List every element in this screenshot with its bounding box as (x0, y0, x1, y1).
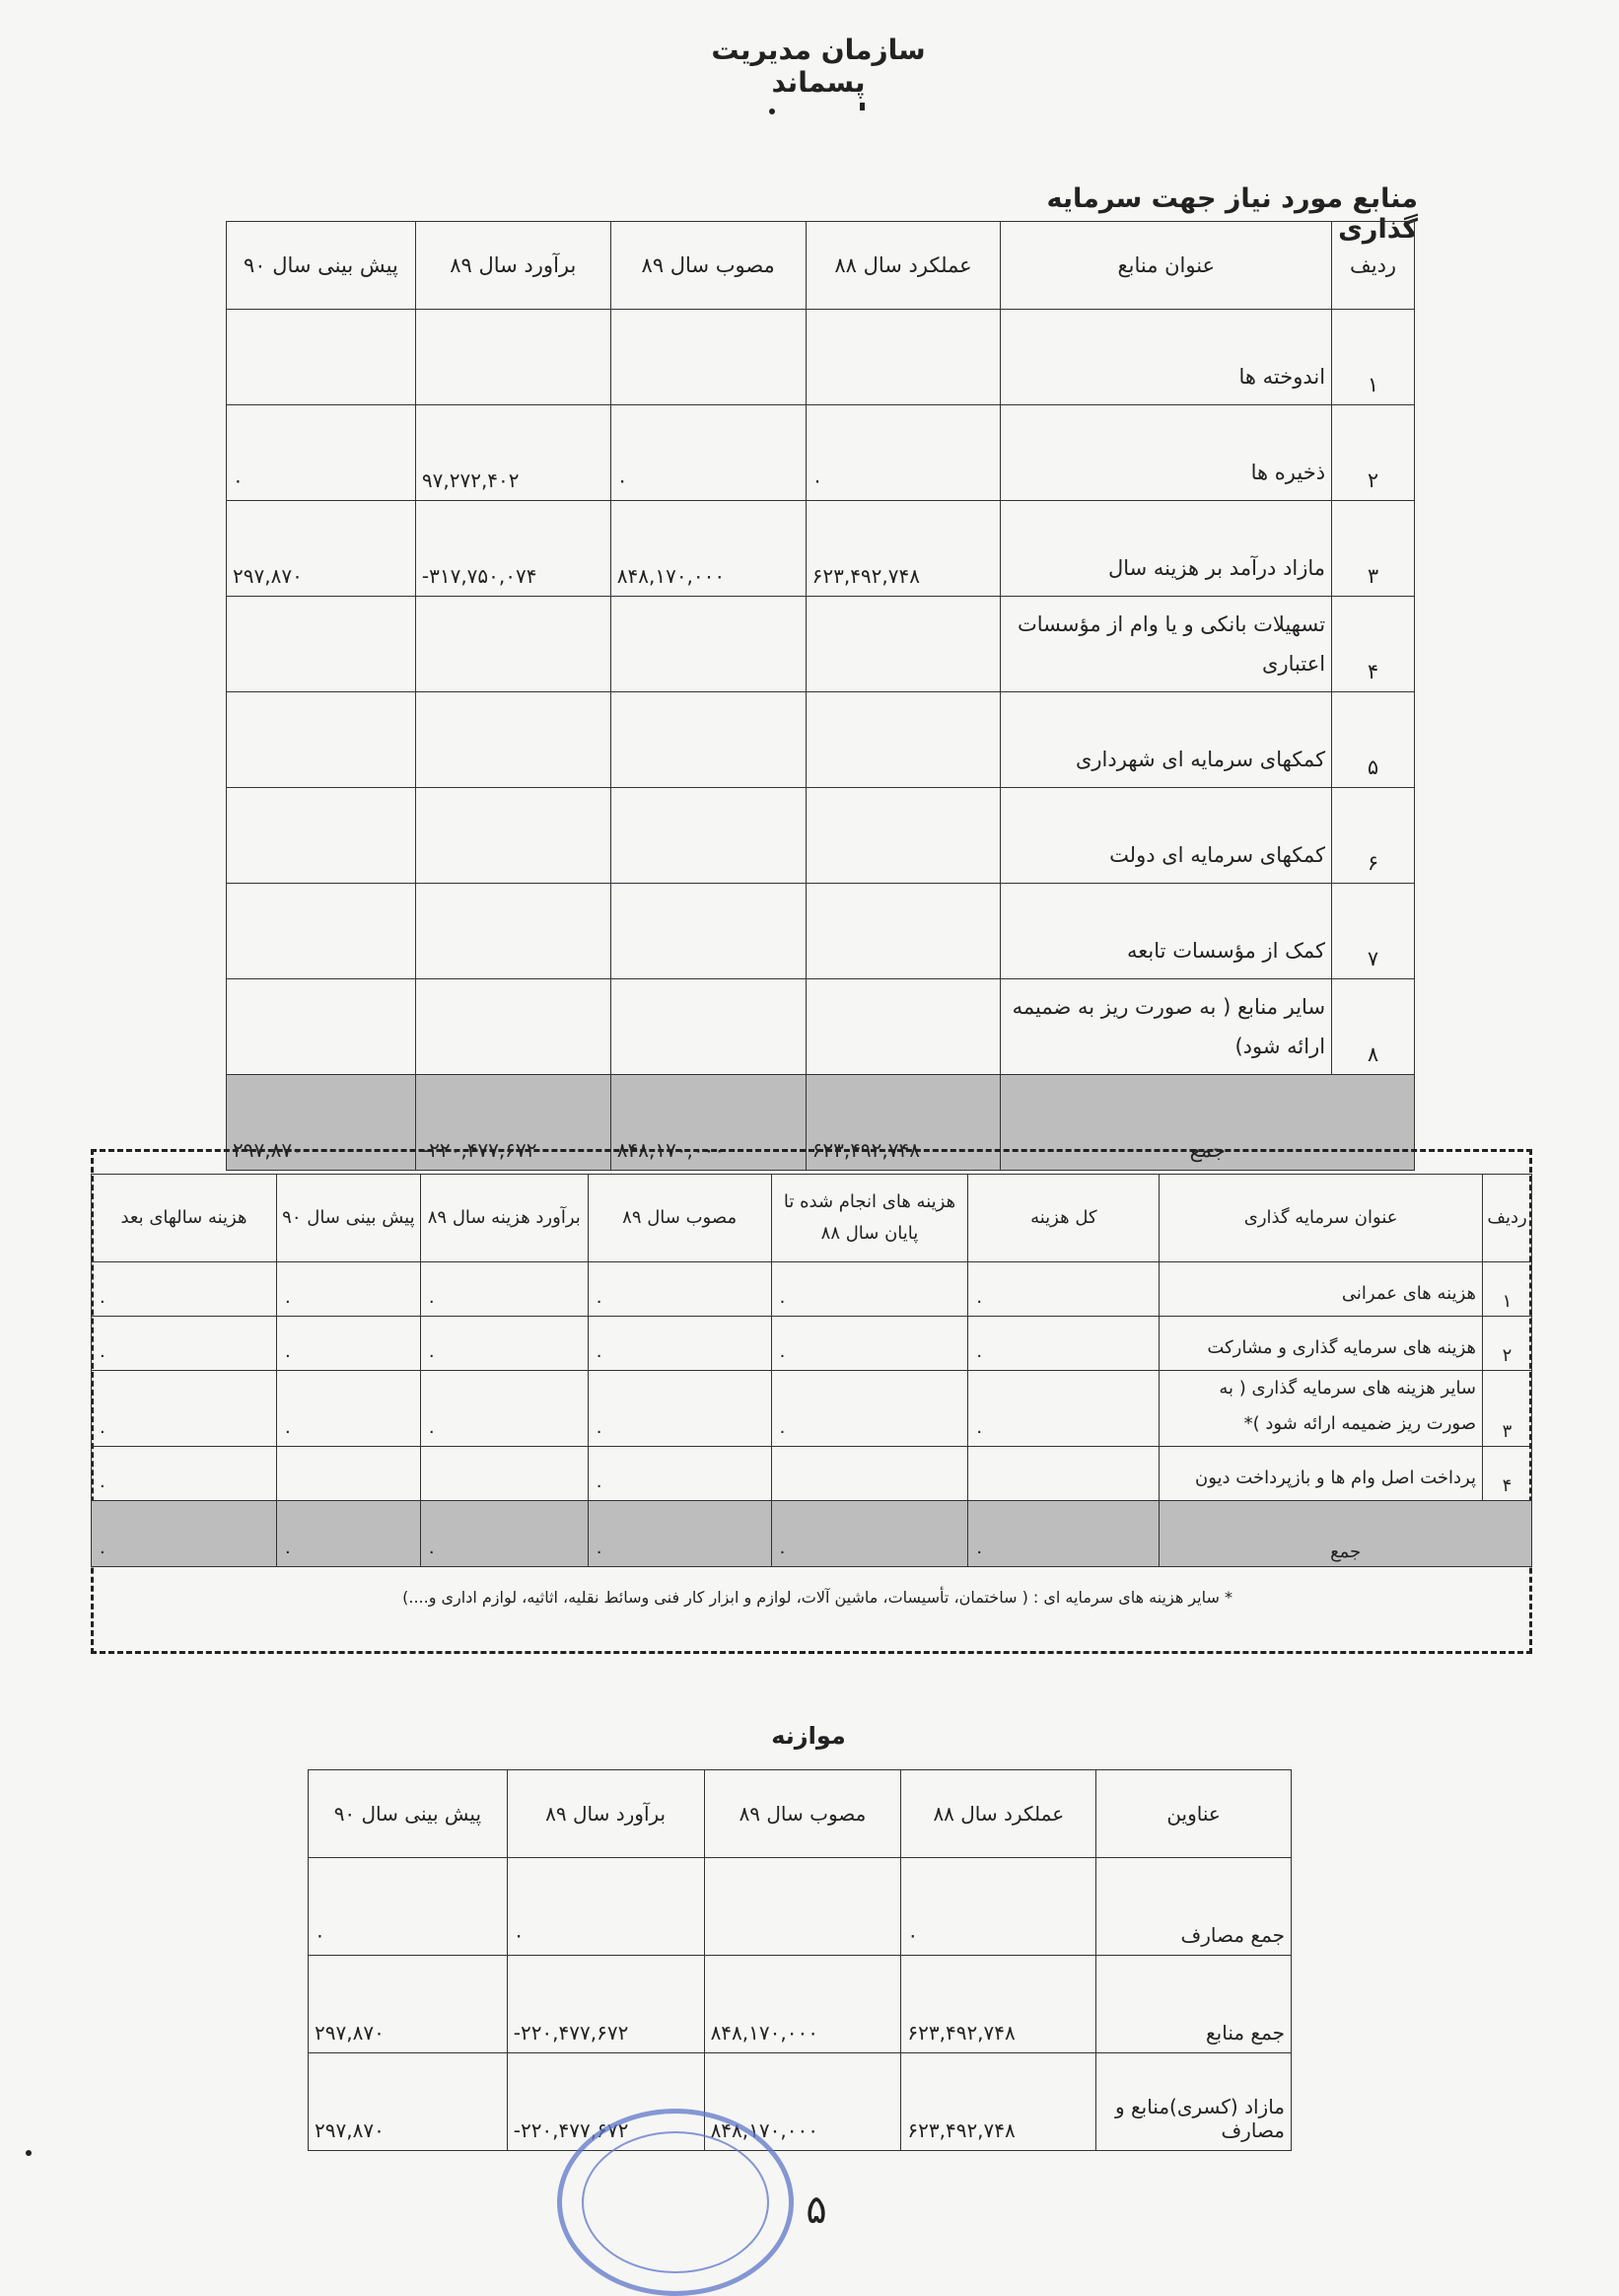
total-value: -۲۲۰,۴۷۷,۶۷۲ (415, 1075, 610, 1171)
header-titles: عناوین (1096, 1770, 1292, 1858)
cell-value (806, 884, 1001, 979)
header-approved-89: مصوب سال ۸۹ (704, 1770, 901, 1858)
cell-value: ۲۹۷,۸۷۰ (309, 1956, 508, 2053)
cell-value (968, 1447, 1160, 1501)
table-row (227, 597, 1415, 692)
cell-value: ۰ (588, 1317, 771, 1371)
cell-value: ۰ (420, 1371, 588, 1447)
cell-value: ۰ (276, 1262, 420, 1317)
cell-value: -۲۲۰,۴۷۷,۶۷۲ (507, 2053, 704, 2151)
table-row (309, 1956, 1292, 2053)
cell-value: ۰ (771, 1317, 968, 1371)
cell-value (415, 692, 610, 788)
row-title: کمک از مؤسسات تابعه (1001, 884, 1332, 979)
table-row (227, 501, 1415, 597)
row-number: ۱ (1332, 310, 1415, 405)
row-number: ۴ (1332, 597, 1415, 692)
row-title: جمع مصارف (1096, 1858, 1292, 1956)
header-approved-89: مصوب سال ۸۹ (610, 222, 806, 310)
row-number: ۲ (1332, 405, 1415, 501)
page-number: ۵ (806, 2188, 827, 2233)
sources-title: منابع مورد نیاز جهت سرمایه گذاری (1046, 183, 1418, 245)
row-title: هزینه های عمرانی (1160, 1262, 1483, 1317)
cell-value: ۰ (806, 405, 1001, 501)
total-label: جمع (1001, 1075, 1415, 1171)
row-title: اندوخته ها (1001, 310, 1332, 405)
cell-value (227, 788, 416, 884)
cell-value: ۰ (92, 1262, 277, 1317)
cell-value (415, 979, 610, 1075)
total-row (92, 1501, 1532, 1567)
investment-table (91, 1174, 1532, 1567)
total-value: ۸۴۸,۱۷۰,۰۰۰ (610, 1075, 806, 1171)
header-actual-88: عملکرد سال ۸۸ (806, 222, 1001, 310)
cell-value (806, 597, 1001, 692)
header-radif: ردیف (1483, 1175, 1532, 1262)
cell-value: ۰ (901, 1858, 1096, 1956)
total-value: ۰ (771, 1501, 968, 1567)
table-row (227, 405, 1415, 501)
cell-value (415, 884, 610, 979)
cell-value: ۸۴۸,۱۷۰,۰۰۰ (704, 1956, 901, 2053)
table-row (309, 1858, 1292, 1956)
cell-value (610, 979, 806, 1075)
cell-value (610, 692, 806, 788)
row-title: هزینه های سرمایه گذاری و مشارکت (1160, 1317, 1483, 1371)
total-value: ۰ (968, 1501, 1160, 1567)
row-number: ۸ (1332, 979, 1415, 1075)
cell-value (610, 884, 806, 979)
table-header-row (227, 222, 1415, 310)
cell-value: ۰ (276, 1317, 420, 1371)
cell-value: ۹۷,۲۷۲,۴۰۲ (415, 405, 610, 501)
header-total-cost: کل هزینه (968, 1175, 1160, 1262)
cell-value: ۰ (309, 1858, 508, 1956)
row-number: ۳ (1332, 501, 1415, 597)
table-row (92, 1317, 1532, 1371)
table-header-row (309, 1770, 1292, 1858)
cell-value: ۲۹۷,۸۷۰ (309, 2053, 508, 2151)
total-value: ۰ (92, 1501, 277, 1567)
row-title: مازاد (کسری)منابع و مصارف (1096, 2053, 1292, 2151)
cell-value: -۳۱۷,۷۵۰,۰۷۴ (415, 501, 610, 597)
cell-value: ۸۴۸,۱۷۰,۰۰۰ (610, 501, 806, 597)
cell-value: ۰ (227, 405, 416, 501)
cell-value (276, 1447, 420, 1501)
cell-value: ۰ (610, 405, 806, 501)
header-forecast-90: پیش بینی سال ۹۰ (227, 222, 416, 310)
row-number: ۱ (1483, 1262, 1532, 1317)
cell-value: ۰ (588, 1371, 771, 1447)
row-title: کمکهای سرمایه ای شهرداری (1001, 692, 1332, 788)
cell-value (610, 788, 806, 884)
row-number: ۳ (1483, 1371, 1532, 1447)
cell-value: ۶۲۳,۴۹۲,۷۴۸ (901, 2053, 1096, 2151)
row-number: ۲ (1483, 1317, 1532, 1371)
cell-value: ۲۹۷,۸۷۰ (227, 501, 416, 597)
cell-value (227, 310, 416, 405)
cell-value: ۶۲۳,۴۹۲,۷۴۸ (806, 501, 1001, 597)
org-title: سازمان مدیریت پسماند (711, 34, 926, 99)
cell-value (227, 884, 416, 979)
header-actual-88: عملکرد سال ۸۸ (901, 1770, 1096, 1858)
row-title: تسهیلات بانکی و یا وام از مؤسسات اعتباری (1001, 597, 1332, 692)
dot-mark (860, 103, 865, 110)
header-later-years: هزینه سالهای بعد (92, 1175, 277, 1262)
header-forecast-90: پیش بینی سال ۹۰ (309, 1770, 508, 1858)
cell-value (806, 692, 1001, 788)
cell-value: ۰ (771, 1262, 968, 1317)
cell-value: ۰ (92, 1371, 277, 1447)
header-estimate-89: برآورد سال ۸۹ (415, 222, 610, 310)
cell-value: ۶۲۳,۴۹۲,۷۴۸ (901, 1956, 1096, 2053)
header-estimate-89: برآورد هزینه سال ۸۹ (420, 1175, 588, 1262)
cell-value: ۰ (420, 1317, 588, 1371)
cell-value (610, 310, 806, 405)
table-row (227, 884, 1415, 979)
table-row (309, 2053, 1292, 2151)
cell-value (806, 979, 1001, 1075)
row-title: سایر منابع ( به صورت ریز به ضمیمه ارائه شود) (1001, 979, 1332, 1075)
cell-value (227, 692, 416, 788)
cell-value (806, 310, 1001, 405)
cell-value: ۰ (420, 1262, 588, 1317)
row-title: مازاد درآمد بر هزینه سال (1001, 501, 1332, 597)
cell-value (415, 788, 610, 884)
table-row (92, 1262, 1532, 1317)
cell-value (227, 597, 416, 692)
row-number: ۴ (1483, 1447, 1532, 1501)
cell-value (771, 1447, 968, 1501)
cell-value: ۰ (968, 1317, 1160, 1371)
total-value: ۰ (588, 1501, 771, 1567)
total-label: جمع (1160, 1501, 1532, 1567)
official-stamp (557, 2109, 794, 2296)
cell-value: ۰ (276, 1371, 420, 1447)
cell-value: ۰ (92, 1317, 277, 1371)
cell-value (415, 597, 610, 692)
cell-value: -۲۲۰,۴۷۷,۶۷۲ (507, 1956, 704, 2053)
row-title: سایر هزینه های سرمایه گذاری ( به صورت ریز ضمیمه ارائه شود )* (1160, 1371, 1483, 1447)
dot-mark (769, 108, 775, 114)
cell-value: ۸۴۸,۱۷۰,۰۰۰ (704, 2053, 901, 2151)
header-estimate-89: برآورد سال ۸۹ (507, 1770, 704, 1858)
stamp-inner-ring (582, 2131, 769, 2273)
cell-value: ۰ (92, 1447, 277, 1501)
sources-table (226, 221, 1415, 1171)
cell-value: ۰ (588, 1447, 771, 1501)
cell-value: ۰ (588, 1262, 771, 1317)
total-value: ۰ (420, 1501, 588, 1567)
row-title: ذخیره ها (1001, 405, 1332, 501)
cell-value: ۰ (968, 1262, 1160, 1317)
cell-value (704, 1858, 901, 1956)
cell-value (610, 597, 806, 692)
table-row (227, 310, 1415, 405)
header-source-title: عنوان منابع (1001, 222, 1332, 310)
table-row (227, 692, 1415, 788)
cell-value: ۰ (771, 1371, 968, 1447)
header-forecast-90: پیش بینی سال ۹۰ (276, 1175, 420, 1262)
table-row (227, 979, 1415, 1075)
row-number: ۷ (1332, 884, 1415, 979)
table-row (227, 788, 1415, 884)
cell-value (227, 979, 416, 1075)
cell-value: ۰ (507, 1858, 704, 1956)
total-value: ۰ (276, 1501, 420, 1567)
table-row (92, 1371, 1532, 1447)
cell-value (806, 788, 1001, 884)
cell-value (420, 1447, 588, 1501)
header-spent-to-88: هزینه های انجام شده تا پایان سال ۸۸ (771, 1175, 968, 1262)
margin-dot (26, 2150, 32, 2156)
total-value: ۶۲۳,۴۹۲,۷۴۸ (806, 1075, 1001, 1171)
cell-value (415, 310, 610, 405)
header-radif: ردیف (1332, 222, 1415, 310)
table-header-row (92, 1175, 1532, 1262)
cell-value: ۰ (968, 1371, 1160, 1447)
row-title: کمکهای سرمایه ای دولت (1001, 788, 1332, 884)
row-number: ۵ (1332, 692, 1415, 788)
header-investment-title: عنوان سرمایه گذاری (1160, 1175, 1483, 1262)
row-number: ۶ (1332, 788, 1415, 884)
header-approved-89: مصوب سال ۸۹ (588, 1175, 771, 1262)
balance-table (308, 1769, 1292, 2151)
row-title: پرداخت اصل وام ها و بازپرداخت دیون (1160, 1447, 1483, 1501)
total-value: ۲۹۷,۸۷۰ (227, 1075, 416, 1171)
investment-footnote: * سایر هزینه های سرمایه ای : ( ساختمان، تأسیسات، ماشین آلات، لوازم و ابزار کار فنی وسائط نقلیه، اثاثیه، لوازم اداری و....) (402, 1588, 1232, 1607)
row-title: جمع منابع (1096, 1956, 1292, 2053)
balance-title: موازنه (771, 1722, 846, 1750)
table-row (92, 1447, 1532, 1501)
